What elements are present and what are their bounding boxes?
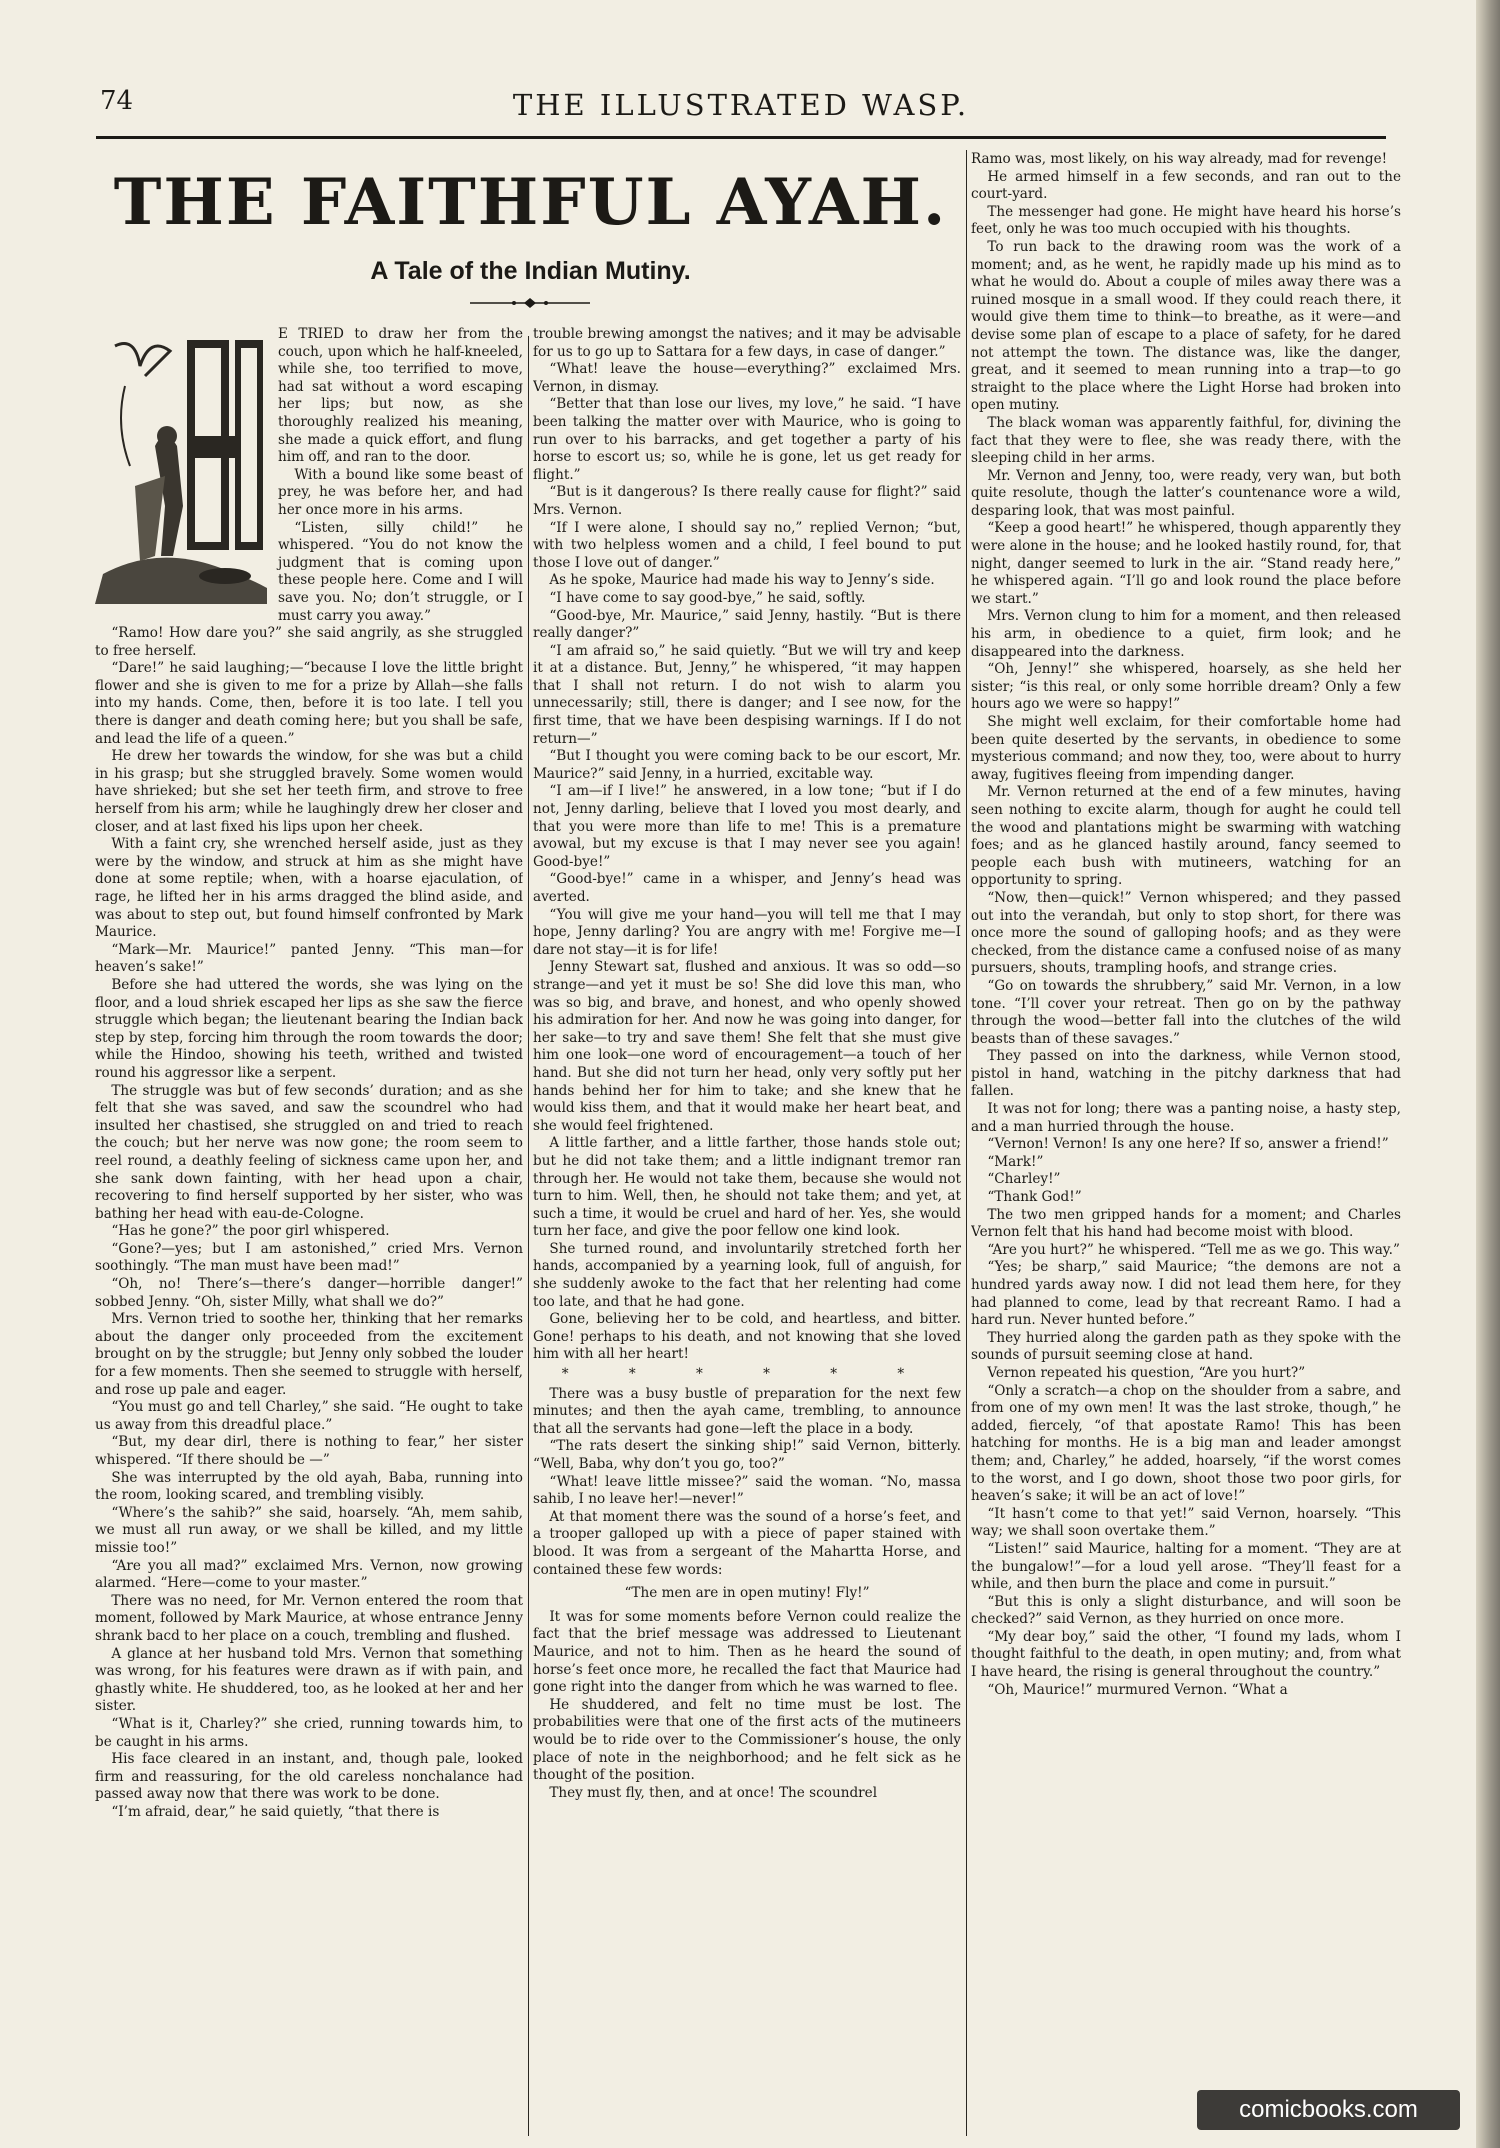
paragraph: “Charley!” — [987, 1171, 1061, 1188]
paragraph: “But is it dangerous? Is there really cause for flight?” said Mrs. Vernon. — [533, 484, 961, 518]
column-1 — [95, 326, 523, 2138]
column-2 — [533, 326, 961, 2138]
paragraph: The struggle was but of few seconds’ duration; and as she felt that she was saved, and saw the scoundrel who had insulted her chastised, she struggled on and tried to reach the couch; but her nerve was now gone; the room seem to reel round, a deathly feeling of sickness came upon her, and she sank down fainting, with her head upon a chair, recovering to find herself supported by her sister, who was bathing her head with eau-de-Cologne. — [95, 1082, 523, 1222]
drop-cap-illustration — [95, 326, 270, 604]
paragraph: He armed himself in a few seconds, and ran out to the court-yard. — [971, 168, 1401, 203]
paragraph: “Better that than lose our lives, my love,” he said. “I have been talking the matter over with Maurice, who is going to run over to his barracks, and get together a party of his horse to escort us; so, while he is gone, let us get ready for flight.” — [533, 396, 961, 483]
paragraph: With a faint cry, she wrenched herself aside, just as they were by the window, and struck at him as she might have done at some reptile; when, with a hoarse ejaculation, of rage, he lifted her in his arms dragged the blind aside, and was about to step out, but found himself confronted by Mark Maurice. — [95, 836, 523, 941]
paragraph: Vernon repeated his question, “Are you hurt?” — [987, 1364, 1306, 1381]
paragraph: “Now, then—quick!” Vernon whispered; and they passed out into the verandah, but only to stop short, for there was once more the sound of galloping hoofs; and as they were checked, from the distance came a confused noise of as many pursuers, shouts, trampling hoofs, and strange cries. — [971, 889, 1401, 977]
paragraph: “Mark!” — [987, 1153, 1044, 1170]
paragraph: A little farther, and a little farther, those hands stole out; but he did not take them; and a little indignant tremor ran through her. He would not take them, because she would not turn to him. Well, then, he should not take them; and yet, at such a time, it would be cruel and hard of her. Yes, she would turn her face, and give the poor fellow one kind look. — [533, 1135, 961, 1240]
paragraph: “Oh, Jenny!” she whispered, hoarsely, as she held her sister; “is this real, or only some horrible dream? Only a few hours ago we were so happy!” — [971, 661, 1401, 713]
paragraph: “Thank God!” — [987, 1189, 1082, 1206]
paragraph: Jenny Stewart sat, flushed and anxious. It was so odd—so strange—and yet it must be so! She did love this man, who was so big, and brave, and honest, and who openly showed his admiration for her. And now he was going into danger, for her sake—to try and save them! She felt that she must give him one look—one word of encouragement—a touch of her hand. But she did not turn her head, only very softly put her hands behind her for him to take; and she knew that he would kiss them, and that it would make her heart beat, and she would feel frightened. — [533, 959, 961, 1134]
paragraph: “Listen, silly child!” he whispered. “You do not know the judgment that is coming upon these people here. Come and I will save you. No; don’t struggle, or I must carry you away.” — [278, 519, 523, 624]
paragraph: “I have come to say good-bye,” he said, softly. — [549, 589, 866, 606]
paragraph: “Where’s the sahib?” she said, hoarsely. “Ah, mem sahib, we must all run away, or we shall be killed, and my little missie too!” — [95, 1504, 523, 1556]
paragraph: “Good-bye, Mr. Maurice,” said Jenny, hastily. “But is there really danger?” — [533, 607, 961, 642]
paragraph: The two men gripped hands for a moment; and Charles Vernon felt that his hand had become moist with blood. — [971, 1206, 1401, 1241]
paragraph: “Oh, no! There’s—there’s danger—horrible danger!” sobbed Jenny. “Oh, sister Milly, what shall we do?” — [95, 1276, 523, 1310]
paragraph: “Are you all mad?” exclaimed Mrs. Vernon, now growing alarmed. “Here—come to your master.” — [95, 1557, 523, 1592]
paragraph: Before she had uttered the words, she was lying on the floor, and a loud shriek escaped her lips as she saw the fierce struggle which began; the lieutenant bearing the Indian back step by step, forcing him through the room towards the door; while the Hindoo, showing his teeth, writhed and twisted round his aggressor like a serpent. — [95, 976, 523, 1081]
paragraph: “But I thought you were coming back to be our escort, Mr. Maurice?” said Jenny, in a hurried, excitable way. — [533, 748, 961, 782]
paragraph: “Listen!” said Maurice, halting for a moment. “They are at the bungalow!”—for a loud yell arose. “They’ll feast for a while, and then burn the place and come in pursuit.” — [971, 1540, 1401, 1593]
paragraph: He drew her towards the window, for she was but a child in his grasp; but she struggled bravely. Some women would have shrieked; but she set her teeth firm, and strove to free herself from his arm; while he laughingly drew her closer and closer, and at last fixed his lips upon her cheek. — [95, 748, 523, 835]
paragraph: “You will give me your hand—you will tell me that I may hope, Jenny darling? You are angry with me! Forgive me—I dare not stay—it is for life! — [533, 906, 961, 958]
paragraph: “What! leave the house—everything?” exclaimed Mrs. Vernon, in dismay. — [533, 361, 961, 395]
column-3 — [971, 151, 1401, 2139]
paragraph: There was a busy bustle of preparation for the next few minutes; and then the ayah came, trembling, to announce that all the servants had gone—left the place in a body. — [533, 1385, 961, 1437]
paragraph: It was for some moments before Vernon could realize the fact that the brief message was addressed to Lieutenant Maurice, and not to him. Then as he heard the sound of horse’s feet once more, he recalled the fact that Maurice had gone right into the danger from which he was warned to flee. — [533, 1608, 961, 1696]
paragraph: “Only a scratch—a chop on the shoulder from a sabre, and from one of my own men! It was the last stroke, though,” he added, fiercely, “of that apostate Ramo! This has been hatching for months. He is a big man and leader amongst them; and, Charley,” he added, hoarsely, “if the worst comes to the worst, and I go down, shoot those two poor girls, for heaven’s sake; it will be an act of love!” — [971, 1382, 1401, 1505]
col2-text — [533, 326, 961, 1802]
paragraph: “Are you hurt?” he whispered. “Tell me as we go. This way.” — [987, 1241, 1400, 1258]
paragraph: “What! leave little missee?” said the woman. “No, massa sahib, I no leave her!—never!” — [533, 1473, 961, 1508]
paragraph: Mr. Vernon and Jenny, too, were ready, very wan, but both quite resolute, though the latter’s countenance wore a wild, desparing look, that was most painful. — [971, 467, 1401, 519]
paragraph: They hurried along the garden path as they spoke with the sounds of pursuit seeming close at hand. — [971, 1329, 1401, 1364]
paragraph: “Oh, Maurice!” murmured Vernon. “What a — [987, 1681, 1288, 1698]
paragraph: Gone, believing her to be cold, and heartless, and bitter. Gone! perhaps to his death, and not knowing that she loved him with all her heart! — [533, 1311, 961, 1363]
paragraph: “I am afraid so,” he said quietly. “But we will try and keep it at a distance. But, Jenny,” he whispered, “it may happen that I shall not return. I do not wish to alarm you unnecessarily; still, there is danger; and I see now, for the first time, that we have been despising warnings. If I do not return—” — [533, 642, 961, 747]
page-number: 74 — [100, 86, 134, 116]
watermark-badge: comicbooks.com — [1197, 2090, 1460, 2130]
paragraph: trouble brewing amongst the natives; and it may be advisable for us to go up to Sattara for a few days, in case of danger.” — [533, 326, 961, 360]
column-rule-2 — [966, 150, 967, 2136]
paragraph: To run back to the drawing room was the work of a moment; and, as he went, he rapidly made up his mind as to what he would do. About a couple of miles away there was a ruined mosque in a small wood. If they could reach there, it would give them time to think—to breathe, as it were—and devise some plan of escape to a place of safety, for he dared not attempt the town. The distance was, like the danger, great, and it seemed to mean running into a trap—to go straight to the place where the Light Horse had broken into open mutiny. — [971, 238, 1401, 414]
paragraph: Ramo was, most likely, on his way already, mad for revenge! — [971, 151, 1388, 167]
story-title: THE FAITHFUL AYAH. — [113, 165, 948, 240]
paragraph: There was no need, for Mr. Vernon entered the room that moment, followed by Mark Maurice, at whose entrance Jenny shrank bacd to her place on a couch, trembling and flushed. — [95, 1592, 523, 1644]
paragraph: A glance at her husband told Mrs. Vernon that something was wrong, for his features were drawn as if with pain, and ghastly white. He shuddered, too, as he looked at her and her sister. — [95, 1645, 523, 1715]
paragraph: “Yes; be sharp,” said Maurice; “the demons are not a hundred yards away now. I did not lead them here, for they had planned to come, lead by that recreant Ramo. I had a hard run. Never hunted before.” — [971, 1259, 1401, 1329]
paragraph: He shuddered, and felt no time must be lost. The probabilities were that one of the first acts of the mutineers would be to ride over to the Commissioner’s house, the only place of note in the neighborhood; and he felt sick as he thought of the position. — [533, 1696, 961, 1784]
paragraph: “I am—if I live!” he answered, in a low tone; “but if I do not, Jenny darling, believe that I loved you most dearly, and that you were more than life to me! This is a premature avowal, but my excuse is that I may never see you again! Good-bye!” — [533, 783, 961, 870]
story-subtitle: A Tale of the Indian Mutiny. — [370, 257, 691, 285]
paragraph: “Dare!” he said laughing;—“because I love the little bright flower and she is given to me for a prize by Allah—she falls into my hands. Come, then, before it is too late. I tell you there is danger and death coming here; but you shall be safe, and lead the life of a queen.” — [95, 660, 523, 747]
paragraph: “It hasn’t come to that yet!” said Vernon, hoarsely. “This way; we shall soon overtake them.” — [971, 1505, 1401, 1540]
ornament-divider — [470, 296, 590, 310]
paragraph: “Go on towards the shrubbery,” said Mr. Vernon, in a low tone. “I’ll cover your retreat. Then go on by the pathway through the wood—better fall into the clutches of the wild beasts than of these savages.” — [971, 977, 1401, 1047]
paragraph: With a bound like some beast of prey, he was before her, and had her once more in his arms. — [278, 466, 523, 518]
paragraph: “What is it, Charley?” she cried, running towards him, to be caught in his arms. — [95, 1715, 523, 1750]
paragraph: She was interrupted by the old ayah, Baba, running into the room, looking scared, and trembling visibly. — [95, 1469, 523, 1504]
paragraph: “Good-bye!” came in a whisper, and Jenny’s head was averted. — [533, 871, 961, 905]
paragraph: Mrs. Vernon clung to him for a moment, and then released his arm, in obedience to a quiet, firm look; and he disappeared into the darkness. — [971, 608, 1401, 660]
paragraph: “But, my dear dirl, there is nothing to fear,” her sister whispered. “If there should be —” — [95, 1434, 523, 1468]
page-header — [96, 86, 1386, 126]
page-edge-shadow — [1476, 0, 1500, 2148]
paragraph: “The rats desert the sinking ship!” said Vernon, bitterly. “Well, Baba, why don’t you go, too?” — [533, 1438, 961, 1472]
paragraph: “Vernon! Vernon! Is any one here? If so, answer a friend!” — [987, 1136, 1389, 1153]
paragraph: “Has he gone?” the poor girl whispered. — [111, 1223, 390, 1240]
paragraph: “Gone?—yes; but I am astonished,” cried Mrs. Vernon soothingly. “The man must have been mad!” — [95, 1240, 523, 1275]
paragraph: It was not for long; there was a panting noise, a hasty step, and a man hurried through the house. — [971, 1101, 1401, 1135]
paragraph: E TRIED to draw her from the couch, upon which he half-kneeled, while she, too terrified to move, had sat without a word escaping her lips; but now, as she thoroughly realized his meaning, she made a quick effort, and flung him off, and ran to the door. — [278, 326, 523, 466]
paragraph: “Ramo! How dare you?” she said angrily, as she struggled to free herself. — [95, 625, 523, 659]
paragraph: She might well exclaim, for their comfortable home had been quite deserted by the servants, in obedience to some mysterious command; and now they, too, were about to hurry away, fugitives fleeing from impending danger. — [971, 714, 1401, 783]
paragraph: “I’m afraid, dear,” he said quietly, “that there is — [111, 1803, 440, 1820]
paragraph: “Mark—Mr. Maurice!” panted Jenny. “This man—for heaven’s sake!” — [95, 941, 523, 976]
paragraph: “My dear boy,” said the other, “I found my lads, whom I thought faithful to the death, in open mutiny; and, from what I have heard, the rising is general throughout the country.” — [971, 1628, 1401, 1681]
paragraph: “The men are in open mutiny! Fly!” — [624, 1585, 870, 1602]
paragraph: “But this is only a slight disturbance, and will soon be checked?” said Vernon, as they hurried on once more. — [971, 1593, 1401, 1628]
paragraph: She turned round, and involuntarily stretched forth her hands, accompanied by a yearning look, full of anguish, for she suddenly awoke to the fact that her relenting had come too late, and that he had gone. — [533, 1240, 961, 1310]
column-rule-1 — [528, 336, 529, 2136]
col3-text — [971, 151, 1401, 1699]
paragraph: Mr. Vernon returned at the end of a few minutes, having seen nothing to excite alarm, though for aught he could tell the wood and plantations might be swarming with watching foes; and as he glanced hastily around, fancy seemed to people each bush with mutineers, watching for an opportunity to spring. — [971, 784, 1401, 889]
masthead: THE ILLUSTRATED WASP. — [512, 88, 970, 122]
paragraph: At that moment there was the sound of a horse’s feet, and a trooper galloped up with a piece of paper stained with blood. It was from a sergeant of the Mahartta Horse, and contained these few words: — [533, 1508, 961, 1578]
paragraph: “Keep a good heart!” he whispered, though apparently they were alone in the house; and he looked hastily round, for, that night, danger seemed to lurk in the air. “Stand ready here,” he whispered again. “I’ll go and look round the place before we start.” — [971, 520, 1401, 607]
header-rule — [96, 136, 1386, 139]
paragraph: His face cleared in an instant, and, though pale, looked firm and reassuring, for the old careless nonchalance had passed away now that there was work to be done. — [95, 1751, 523, 1803]
section-break-stars: * * * * * * — [561, 1366, 933, 1383]
paragraph: Mrs. Vernon tried to soothe her, thinking that her remarks about the danger only proceeded from the excitement brought on by the struggle; but Jenny only sobbed the louder for a few moments. Then she seemed to struggle with herself, and rose up pale and eager. — [95, 1311, 523, 1398]
paragraph: As he spoke, Maurice had made his way to Jenny’s side. — [549, 572, 935, 589]
paragraph: “If I were alone, I should say no,” replied Vernon; “but, with two helpless women and a child, I feel bound to put those I love out of danger.” — [533, 519, 961, 571]
paragraph: The messenger had gone. He might have heard his horse’s feet, only he was too much occupied with his thoughts. — [971, 203, 1401, 238]
paragraph: The black woman was apparently faithful, for, divining the fact that they were to flee, she was ready there, with the sleeping child in her arms. — [971, 414, 1401, 467]
paragraph: They passed on into the darkness, while Vernon stood, pistol in hand, watching in the pitchy darkness that had fallen. — [971, 1048, 1401, 1100]
paragraph: “You must go and tell Charley,” she said. “He ought to take us away from this dreadful place.” — [95, 1399, 523, 1433]
paragraph: They must fly, then, and at once! The scoundrel — [549, 1784, 878, 1801]
